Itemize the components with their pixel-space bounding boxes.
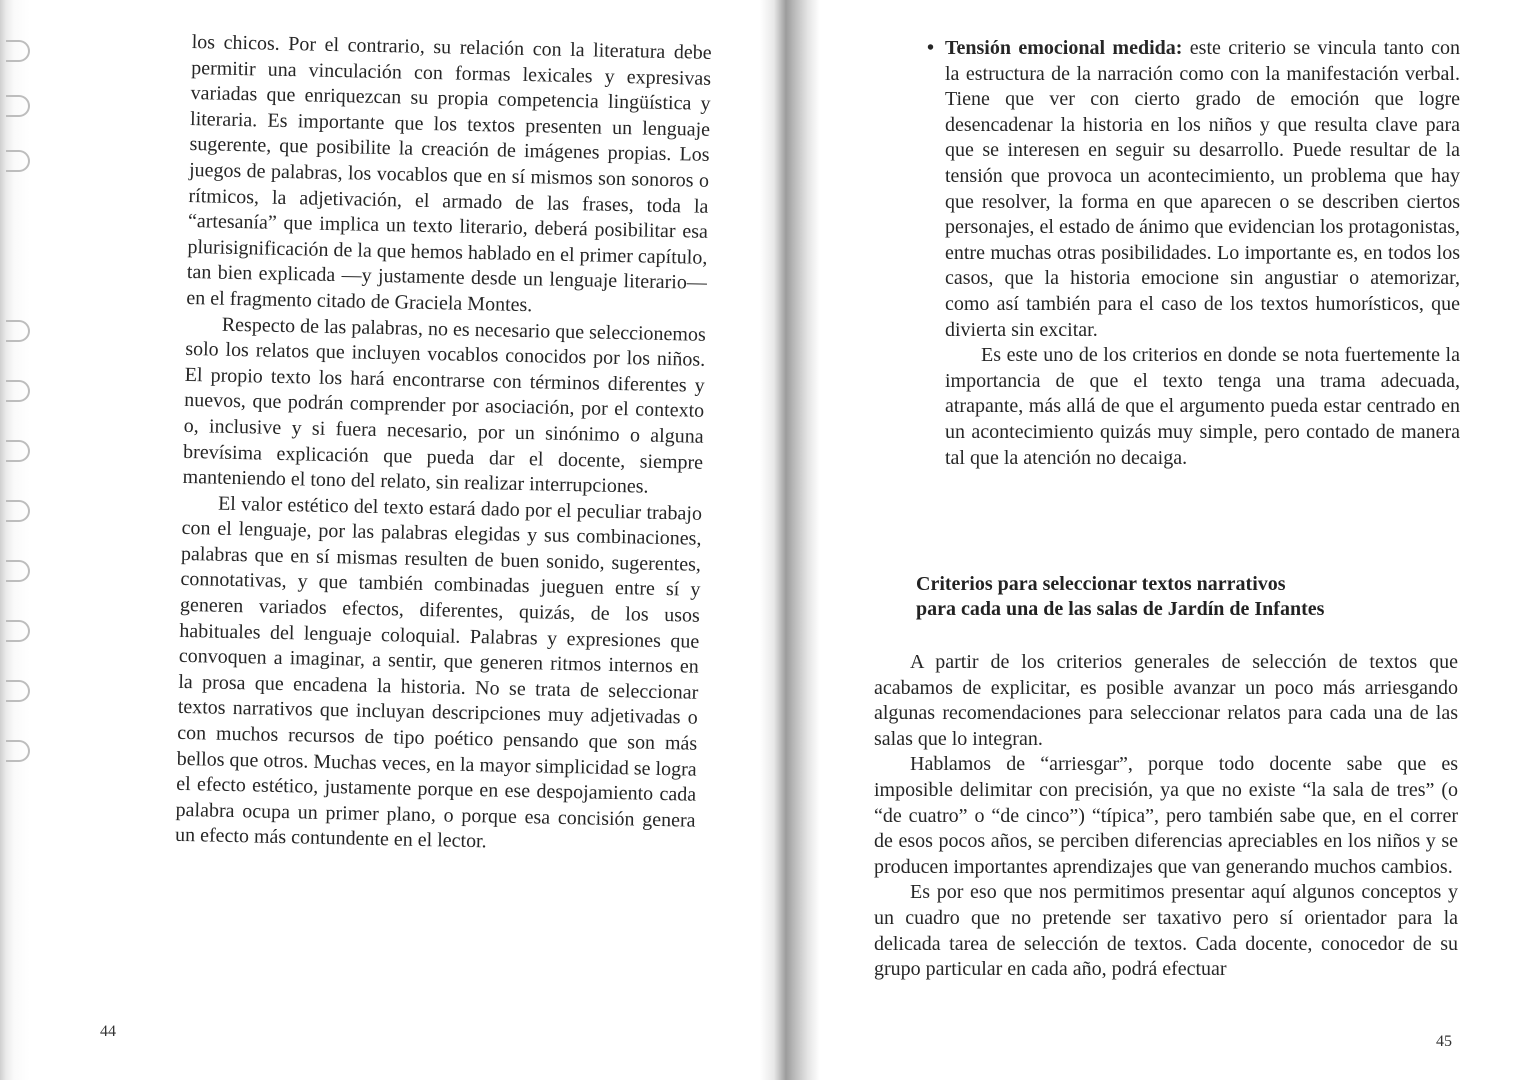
spiral-ring [6,380,30,402]
spiral-ring [6,150,30,172]
spiral-ring [6,740,30,762]
spiral-ring [6,680,30,702]
spiral-ring [6,500,30,522]
spiral-ring [6,95,30,117]
spiral-ring [6,320,30,342]
bullet-follow-paragraph: Es este uno de los criterios en donde se nota fuertemente la importancia de que el texto tenga una trama adecuada, atrapante, más allá de que el argumento pueda estar centrado en un acontecimiento quizás muy simple, pero contado de manera tal que la atención no decaiga. [945,344,1460,469]
right-lower-text [874,650,1458,983]
bullet-text: este criterio se vincula tanto con la estructura de la narración como con la manifestación verbal. Tiene que ver con cierto grado de emoción que logre desencadenar la historia en los niños y que resulta clave para que se interesen en seguir su desarrollo. Puede resultar de la tensión que provoca un acontecimiento, un problema que hay que resolver, la forma en que aparecen o se describen ciertos personajes, el estado de ánimo que evidencian los protagonistas, entre muchas otras posibilidades. Lo importante es, en todos los casos, que la historia emocione sin angustiar o atemorizar, como así también para el caso de los textos humorísticos, que divierta sin excitar. [945,37,1460,341]
bullet-lead: Tensión emocional medida: [945,37,1183,59]
binding-edge [0,0,40,1080]
page-number-right: 45 [1436,1033,1452,1050]
section-heading [916,572,1436,622]
section-heading-line-2: para cada una de las salas de Jardín de Infantes [916,598,1325,620]
spiral-ring [6,620,30,642]
right-paragraph-2: Hablamos de “arriesgar”, porque todo docente sabe que es imposible delimitar con precisión, ya que no existe “la sala de tres” (o “de cuatro” o “de cinco”) “típica”, pero también sabe que, en el correr de esos pocos años, se perciben diferencias apreciables en los niños y se producen importantes aprendizajes que van generando muchos cambios. [874,753,1458,878]
bullet-mark: • [927,37,935,59]
section-heading-line-1: Criterios para seleccionar textos narrativos [916,573,1286,595]
left-body-text [175,30,712,860]
right-upper-text [927,36,1460,471]
spiral-ring [6,40,30,62]
right-paragraph-1: A partir de los criterios generales de selección de textos que acabamos de explicitar, es posible avanzar un poco más arriesgando algunas recomendaciones para seleccionar relatos para cada una de las salas que lo integran. [874,651,1458,750]
right-paragraph-3: Es por eso que nos permitimos presentar aquí algunos conceptos y un cuadro que no pretende ser taxativo pero sí orientador para la delicada tarea de selección de textos. Cada docente, conocedor de su grupo particular en cada año, podrá efectuar [874,881,1458,981]
left-paragraph-2: Respecto de las palabras, no es necesario que seleccionemos solo los relatos que incluyen vocablos conocidos por los niños. El propio texto los hará encontrarse con términos diferentes y nuevos, que podrán comprender por asociación, por el contexto o, inclusive y si fuera necesario, por un sinónimo o alguna brevísima explicación que pueda dar el docente, siempre manteniendo el tono del relato, sin realizar interrupciones. [182,313,706,498]
left-paragraph-3: El valor estético del texto estará dado por el peculiar trabajo con el lenguaje, por las palabras elegidas y sus combinaciones, palabras que en sí mismas resulten de buen sonido, sugerentes, connotativas, y que también combinadas jueguen entre sí y generen variados efectos, diferentes, quizás, de los usos habituales del lenguaje coloquial. Palabras y expresiones que convoquen a imaginar, a sentir, que generen ritmos internos en la prosa que encadena la historia. No se trata de seleccionar textos narrativos que incluyan descripciones muy adjetivadas o con muchos recursos de tipo poético pensando que son más bellos que otros. Muchas veces, en la mayor simplicidad se logra el efecto estético, justamente porque en ese despojamiento cada palabra ocupa un primer plano, o porque esa concisión genera un efecto más contundente en el lector. [174,492,703,853]
bullet-item [927,36,1460,343]
page-number-left: 44 [100,1023,116,1040]
spiral-ring [6,440,30,462]
spiral-ring [6,560,30,582]
left-paragraph-1: los chicos. Por el contrario, su relación con la literatura debe permitir una vinculación con formas lexicales y expresivas variadas que enriquezcan su propia competencia lingüística y literaria. Es importante que los textos presenten un lenguaje sugerente, que posibilite la creación de imágenes propias. Los juegos de palabras, los vocablos que en sí mismos son sonoros o rítmicos, la adjetivación, el armado de las frases, toda la “artesanía” que implica un texto literario, deberá posibilitar esa plurisignificación de la que hemos hablado en el primer capítulo, tan bien explicada —y justamente desde un lenguaje literario— en el fragmento citado de Graciela Montes. [186,30,712,317]
